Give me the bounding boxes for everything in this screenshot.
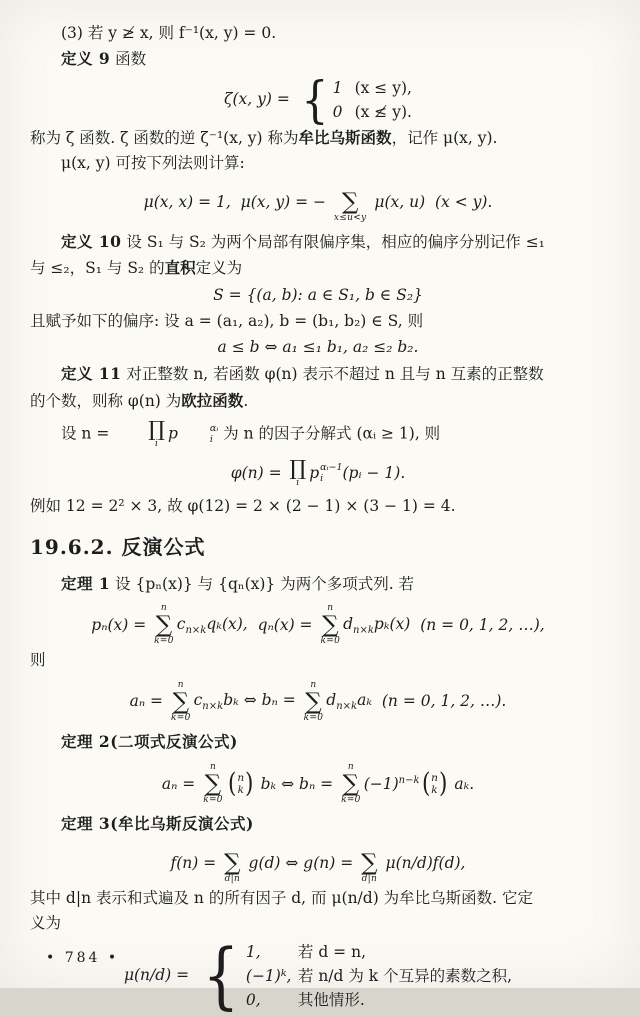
mu-cases-rows xyxy=(246,940,512,1012)
t1e1-d-subscript: n×k xyxy=(353,625,374,637)
zeta-case-1-value: 1 xyxy=(332,78,343,97)
t1e2-lhs: aₙ = xyxy=(129,692,168,711)
definition-10-line2 xyxy=(30,256,606,280)
sum-lower-limit: d|n xyxy=(361,874,378,885)
zeta-function-equation xyxy=(30,70,606,129)
t2e-mid: bₖ ⇔ bₙ = xyxy=(255,774,339,793)
definition-11-line2 xyxy=(30,389,606,413)
sum-lower-limit: d|n xyxy=(224,874,241,885)
phi-eq-p-var: p xyxy=(309,463,320,482)
mu-rule-intro xyxy=(30,152,606,175)
t1e1-d-var: d xyxy=(343,615,354,634)
mu-case-1-condition: 若 d = n, xyxy=(297,942,366,961)
theorem-2-line xyxy=(30,730,606,754)
sum-lower-limit: x≤u<y xyxy=(333,213,367,224)
t1e2-tail: (n = 0, 1, 2, …). xyxy=(372,692,507,711)
mobius-explanation-text1: 其中 d|n 表示和式遍及 n 的所有因子 d, 而 μ(n/d) 为牟比乌斯函数. 它定 xyxy=(30,889,534,908)
direct-product-term: 直积 xyxy=(164,258,196,278)
sigma-icon: ∑ xyxy=(204,770,222,797)
mu-case-3-value: 0, xyxy=(245,990,261,1009)
sigma-icon: ∑ xyxy=(172,688,189,715)
factorization-exponent: αᵢ xyxy=(209,422,219,434)
zeta-cases xyxy=(295,70,412,129)
t1e1-p-term: pₖ(x) xyxy=(373,615,411,634)
mu-case-2 xyxy=(246,964,512,988)
sum-upper-limit: n xyxy=(177,679,184,690)
theorem-3-line xyxy=(30,812,606,836)
definition-11-text2a: 的个数，则称 φ(n) 为 xyxy=(30,391,182,410)
sum-lower-limit: k=0 xyxy=(341,794,361,805)
theorem-1-line xyxy=(30,572,606,596)
definition-9-label: 定义 9 xyxy=(61,49,111,69)
then-line xyxy=(30,649,606,672)
t2e-lhs: aₙ = xyxy=(161,774,201,793)
zeta-lhs: ζ(x, y) = xyxy=(224,89,295,108)
theorem-2-label: 定理 2 xyxy=(61,731,111,751)
zeta-description-paragraph xyxy=(30,126,606,150)
sum-operator xyxy=(361,842,377,885)
t2e-tail: aₖ. xyxy=(449,774,475,793)
binomial-n: n xyxy=(431,771,438,784)
sum-upper-limit: n xyxy=(160,603,168,614)
product-operator xyxy=(289,455,307,489)
theorem-1-hypothesis-equation xyxy=(30,604,606,647)
definition-11-line1 xyxy=(30,362,606,386)
item-3-text: (3) 若 y ≱ x, 则 f⁻¹(x, y) = 0. xyxy=(61,24,277,42)
binomial-k: k xyxy=(431,784,438,797)
section-title: 19.6.2. 反演公式 xyxy=(30,535,206,560)
page-number: • 784 • xyxy=(46,950,120,966)
then-text: 则 xyxy=(30,651,46,670)
binomial-n: n xyxy=(237,771,245,784)
t1e1-tail: (n = 0, 1, 2, …), xyxy=(410,616,545,635)
sigma-icon: ∑ xyxy=(322,612,339,639)
sigma-icon: ∑ xyxy=(305,688,322,715)
definition-9-line xyxy=(30,47,606,71)
binomial-k: k xyxy=(237,784,244,797)
factorization-supsub xyxy=(179,423,218,446)
phi-eq-index: i xyxy=(320,473,324,485)
example-paragraph xyxy=(30,495,606,518)
sigma-icon: ∑ xyxy=(341,189,359,216)
product-lower-limit: i xyxy=(296,477,300,488)
zeta-case-1 xyxy=(333,76,412,100)
left-paren-icon: ( xyxy=(227,768,237,800)
definition-11-text1: 对正整数 n, 若函数 φ(n) 表示不超过 n 且与 n 互素的正整数 xyxy=(121,365,544,384)
theorem-1-conclusion-equation xyxy=(30,681,606,724)
mu-case-3-condition: 其他情形. xyxy=(297,990,365,1009)
zeta-desc-c: ，记作 μ(x, y). xyxy=(391,128,498,147)
example-text: 例如 12 = 2² × 3, 故 φ(12) = 2 × (2 − 1) × (3 − 1) = 4. xyxy=(30,496,456,515)
sum-upper-limit: n xyxy=(347,761,354,772)
sigma-icon: ∑ xyxy=(342,770,360,797)
t1e2-c-var: c xyxy=(193,691,203,710)
phi-eq-lhs: φ(n) = xyxy=(230,463,287,482)
item-3-line xyxy=(30,22,606,45)
phi-eq-supsub xyxy=(320,462,342,485)
sum-lower-limit: k=0 xyxy=(320,636,341,647)
sum-lower-limit: k=0 xyxy=(154,636,174,647)
mobius-inversion-equation xyxy=(30,842,606,885)
left-paren-icon: ( xyxy=(421,768,431,800)
sum-upper-limit: n xyxy=(310,679,317,690)
left-brace-icon: { xyxy=(202,932,240,1017)
definition-11-label: 定义 11 xyxy=(61,364,122,384)
product-lower-limit: i xyxy=(155,438,159,449)
t2e-neg: (−1) xyxy=(363,774,399,793)
mu-case-1-value: 1, xyxy=(245,942,261,961)
phi-eq-post: (pᵢ − 1). xyxy=(342,463,406,482)
zeta-case-rows xyxy=(333,76,412,124)
mu-case-3 xyxy=(246,988,512,1012)
mu-rule-intro-text: μ(x, y) 可按下列法则计算: xyxy=(61,153,245,172)
zeta-desc-a: 称为 ζ 函数. ζ 函数的逆 ζ⁻¹(x, y) 称为 xyxy=(30,128,299,147)
theorem-3-label: 定理 3 xyxy=(61,813,111,833)
t1e2-d-term xyxy=(326,689,372,714)
definition-11-text2c: . xyxy=(243,391,249,410)
sum-operator xyxy=(320,604,340,647)
order-relation-equation xyxy=(30,336,606,359)
mu-case-1 xyxy=(246,940,512,964)
product-icon: ∏ xyxy=(289,455,307,480)
mobius-explanation-line1 xyxy=(30,887,606,910)
definition-9-tail: 函数 xyxy=(110,50,147,69)
definition-10-text2a: 与 ≤₂，S₁ 与 S₂ 的 xyxy=(30,259,165,278)
definition-10-line1 xyxy=(30,230,606,254)
t1e2-d-var: d xyxy=(326,691,337,710)
definition-10-text1: 设 S₁ 与 S₂ 为两个局部有限偏序集，相应的偏序分别记作 ≤₁ xyxy=(121,233,545,252)
theorem-1-text: 设 {pₙ(x)} 与 {qₙ(x)} 为两个多项式列. 若 xyxy=(110,575,415,594)
product-operator xyxy=(117,416,165,450)
euler-phi-equation xyxy=(30,455,606,489)
mu-case-2-value: (−1)ᵏ, xyxy=(245,966,292,985)
mobius-function-term: 牟比乌斯函数 xyxy=(298,127,392,147)
order-relation-text: a ≤ b ⇔ a₁ ≤₁ b₁, a₂ ≤₂ b₂. xyxy=(217,338,419,357)
sum-operator xyxy=(341,763,361,806)
direct-product-equation xyxy=(30,284,606,307)
binomial-coefficient xyxy=(227,768,255,800)
t1e2-c-subscript: n×k xyxy=(202,701,224,713)
sum-operator xyxy=(224,842,240,885)
factorization-index: i xyxy=(209,434,213,446)
theorem-3-subtitle: (牟比乌斯反演公式) xyxy=(110,813,254,833)
t1e1-lhs: pₙ(x) = xyxy=(91,616,152,635)
t1e2-a-term: aₖ xyxy=(357,691,373,710)
mu-recurrence-equation xyxy=(30,181,606,224)
sum-operator xyxy=(171,681,191,724)
t1e1-c-var: c xyxy=(176,615,186,634)
factorization-pre: 设 n = xyxy=(61,424,115,443)
sigma-icon: ∑ xyxy=(224,850,241,877)
t1e1-q-term: qₖ(x), xyxy=(206,615,248,634)
sum-lower-limit: k=0 xyxy=(170,712,191,723)
t1e2-d-subscript: n×k xyxy=(336,701,358,713)
theorem-1-label: 定理 1 xyxy=(61,574,111,594)
t3e-tail: μ(n/d)f(d), xyxy=(380,853,466,872)
euler-function-term: 欧拉函数 xyxy=(181,390,244,410)
sigma-icon: ∑ xyxy=(155,612,173,639)
factorization-p-var: p xyxy=(167,424,178,443)
binomial-coefficient xyxy=(421,768,449,800)
zeta-case-2-value: 0 xyxy=(332,102,343,121)
zeta-case-2 xyxy=(333,100,412,124)
t2e-sign-term xyxy=(364,773,420,796)
theorem-2-subtitle: (二项式反演公式) xyxy=(110,731,238,751)
direct-product-eq-text: S = {(a, b): a ∈ S₁, b ∈ S₂} xyxy=(213,285,423,304)
order-assignment-text: 且赋予如下的偏序: 设 a = (a₁, a₂), b = (b₁, b₂) ∈ S, 则 xyxy=(30,311,424,330)
mu-rule-pre: μ(x, x) = 1, μ(x, y) = − xyxy=(143,192,331,211)
binomial-stack xyxy=(431,772,438,797)
binomial-inversion-equation xyxy=(30,763,606,806)
t3e-mid: g(d) ⇔ g(n) = xyxy=(243,853,359,872)
factorization-paragraph xyxy=(30,416,606,450)
definition-10-text2c: 定义为 xyxy=(195,259,243,278)
t1e1-mid: qₙ(x) = xyxy=(247,616,318,635)
mu-cases-lhs: μ(n/d) = xyxy=(123,965,195,984)
sum-upper-limit: n xyxy=(209,761,217,772)
binomial-stack xyxy=(237,772,244,797)
t3e-pre: f(n) = xyxy=(170,853,222,872)
sigma-icon: ∑ xyxy=(361,850,378,877)
t1e1-d-term xyxy=(343,613,410,638)
mobius-explanation-line2 xyxy=(30,912,606,935)
zeta-case-1-condition: (x ≤ y), xyxy=(354,78,412,97)
right-paren-icon: ) xyxy=(245,768,254,800)
mu-rule-post: μ(x, u) (x < y). xyxy=(369,192,493,211)
definition-10-label: 定义 10 xyxy=(61,232,122,252)
sum-upper-limit: n xyxy=(327,603,334,614)
mobius-explanation-text2: 义为 xyxy=(30,914,62,933)
sum-operator xyxy=(304,681,324,724)
t1e2-c-term xyxy=(194,689,301,714)
factorization-post: 为 n 的因子分解式 (αᵢ ≥ 1), 则 xyxy=(218,424,441,443)
sum-operator xyxy=(334,181,367,224)
zeta-case-2-condition: (x ≰ y). xyxy=(354,102,412,121)
section-heading xyxy=(30,532,606,562)
sum-operator xyxy=(203,763,223,806)
sum-operator xyxy=(154,604,174,647)
sum-lower-limit: k=0 xyxy=(303,712,324,723)
sum-lower-limit: k=0 xyxy=(203,794,223,805)
t2e-neg-exponent: n−k xyxy=(398,774,420,786)
product-icon: ∏ xyxy=(148,416,165,441)
phi-eq-exponent: αᵢ−1 xyxy=(320,461,343,473)
t1e1-c-term xyxy=(177,613,248,638)
t1e1-c-subscript: n×k xyxy=(185,625,207,637)
left-brace-icon: { xyxy=(301,70,329,129)
order-assignment-paragraph xyxy=(30,310,606,333)
t1e2-b-term: bₖ ⇔ bₙ = xyxy=(223,691,301,710)
mu-cases-group xyxy=(194,932,513,1017)
mu-case-2-condition: 若 n/d 为 k 个互异的素数之积, xyxy=(297,966,513,985)
right-paren-icon: ) xyxy=(438,768,448,800)
